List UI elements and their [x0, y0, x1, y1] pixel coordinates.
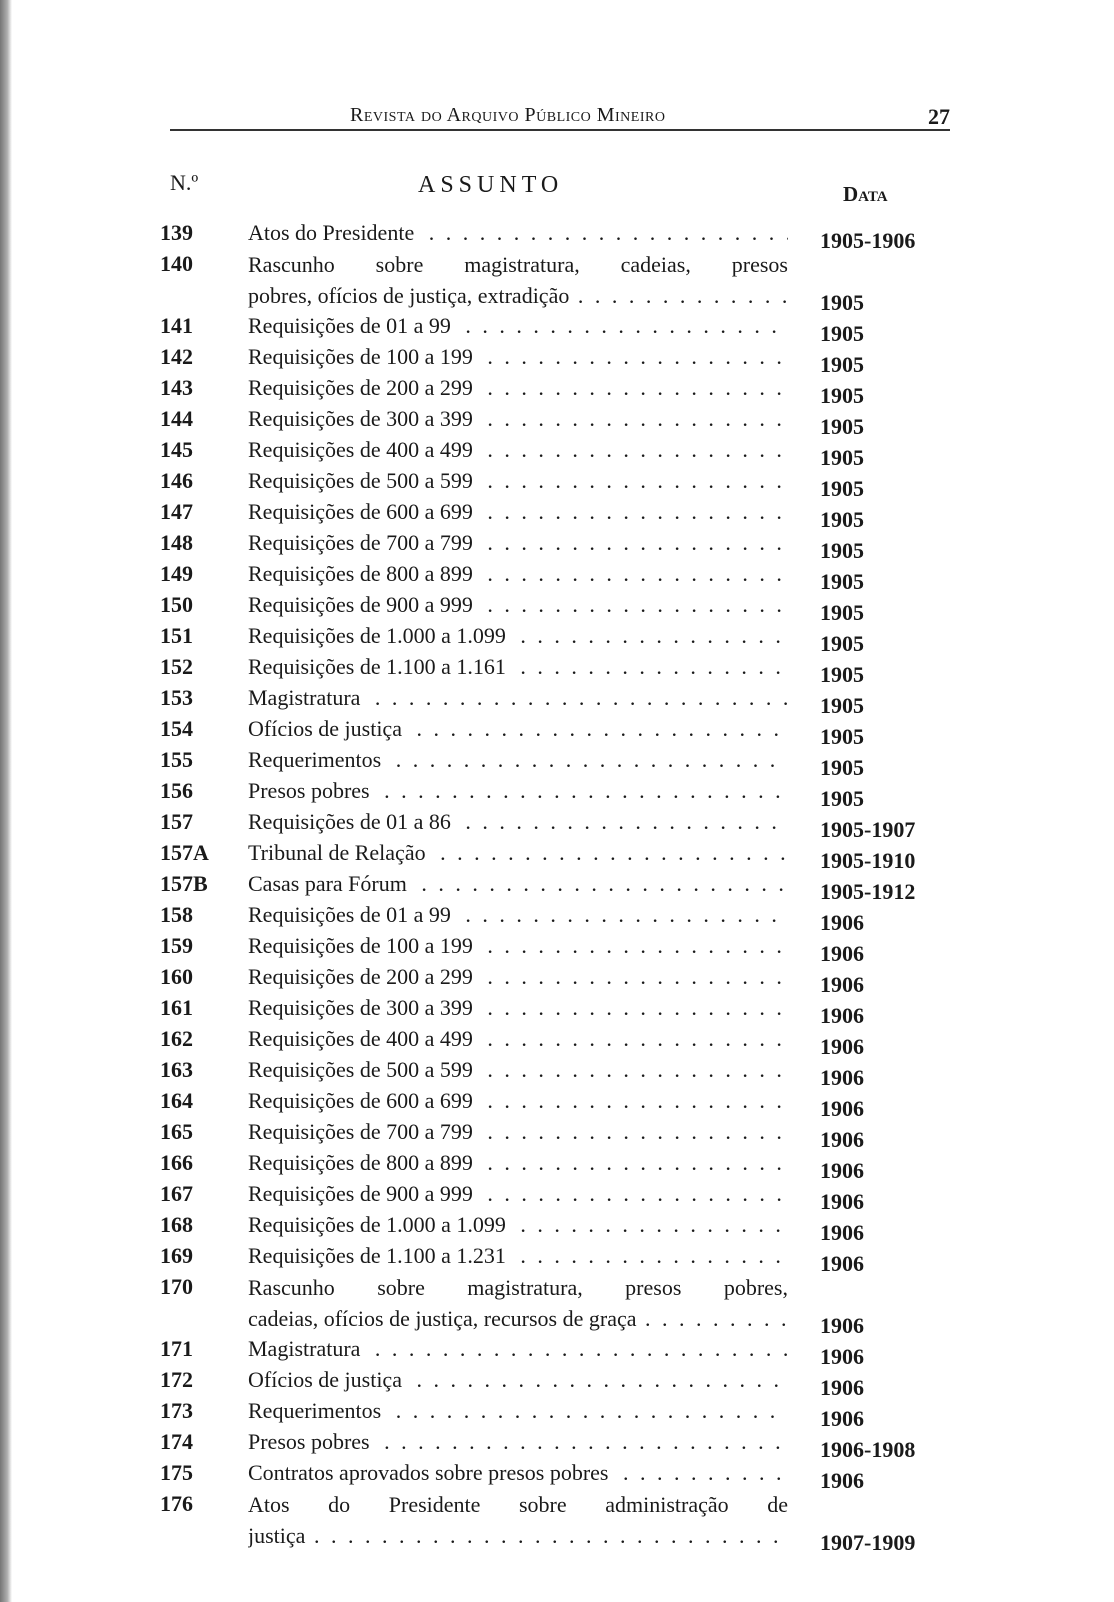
entry-subject	[248, 1055, 788, 1085]
entry-subject	[248, 621, 788, 651]
entry-number: 165	[160, 1119, 193, 1144]
entry-number: 159	[160, 933, 193, 958]
entry-subject	[248, 1179, 788, 1209]
entry-date: 1905	[820, 383, 864, 408]
entry-number: 157	[160, 809, 193, 834]
entry-subject	[248, 1148, 788, 1178]
entry-subject	[248, 1458, 788, 1488]
entry-subject	[248, 466, 788, 496]
entry-number: 149	[160, 561, 193, 586]
entry-date: 1905	[820, 507, 864, 532]
entry-subject	[248, 559, 788, 589]
subject-line: Requisições de 400 a 499	[248, 437, 479, 462]
subject-line: Presos pobres	[248, 1429, 376, 1454]
entry-subject	[248, 1334, 788, 1364]
entry-number: 161	[160, 995, 193, 1020]
subject-line: Requerimentos	[248, 747, 387, 772]
subject-line: Atos do Presidente sobre administração de	[248, 1492, 788, 1517]
entry-number: 164	[160, 1088, 193, 1113]
entry-number: 151	[160, 623, 193, 648]
entry-subject	[248, 1489, 788, 1551]
entry-number: 148	[160, 530, 193, 555]
entry-date: 1906	[820, 1158, 864, 1183]
entry-date: 1905	[820, 786, 864, 811]
subject-line: Requisições de 1.000 a 1.099	[248, 623, 512, 648]
entry-date: 1906	[820, 1127, 864, 1152]
subject-line: Requisições de 500 a 599	[248, 468, 479, 493]
entry-number: 147	[160, 499, 193, 524]
entry-date: 1906	[820, 1406, 864, 1431]
subject-line: Requisições de 01 a 99	[248, 313, 457, 338]
entry-number: 160	[160, 964, 193, 989]
entry-number: 142	[160, 344, 193, 369]
entry-subject	[248, 838, 788, 868]
entry-date: 1905	[820, 414, 864, 439]
entry-number: 139	[160, 220, 193, 245]
entry-date: 1905	[820, 538, 864, 563]
entry-number: 168	[160, 1212, 193, 1237]
entry-date: 1905	[820, 290, 864, 315]
subject-line: Requisições de 200 a 299	[248, 375, 479, 400]
entry-subject	[248, 683, 788, 713]
entry-number: 146	[160, 468, 193, 493]
entry-subject	[248, 1241, 788, 1271]
entry-number: 163	[160, 1057, 193, 1082]
entry-date: 1905	[820, 600, 864, 625]
subject-line: Rascunho sobre magistratura, cadeias, presos	[248, 252, 788, 277]
subject-line: Requisições de 300 a 399	[248, 406, 479, 431]
entry-number: 167	[160, 1181, 193, 1206]
column-header-subject: ASSUNTO	[418, 172, 564, 198]
entry-number: 154	[160, 716, 193, 741]
subject-line: Requisições de 100 a 199	[248, 344, 479, 369]
entry-subject	[248, 1396, 788, 1426]
subject-line: Requisições de 1.100 a 1.231	[248, 1243, 512, 1268]
entry-date: 1905-1910	[820, 848, 916, 873]
entry-subject	[248, 1365, 788, 1395]
subject-line: justiça . . .	[248, 1520, 788, 1551]
entry-date: 1905	[820, 569, 864, 594]
entry-date: 1906	[820, 1375, 864, 1400]
subject-line: Requisições de 1.000 a 1.099	[248, 1212, 512, 1237]
entry-number: 153	[160, 685, 193, 710]
entry-number: 157A	[160, 840, 209, 865]
entry-date: 1905	[820, 476, 864, 501]
entry-date: 1905	[820, 631, 864, 656]
entry-date: 1906-1908	[820, 1437, 916, 1462]
journal-title: Revista do Arquivo Público Mineiro	[350, 104, 666, 126]
entry-date: 1905	[820, 755, 864, 780]
entry-date: 1906	[820, 1096, 864, 1121]
entry-date: 1905	[820, 352, 864, 377]
subject-line: Contratos aprovados sobre presos pobres	[248, 1460, 615, 1485]
entry-subject	[248, 1210, 788, 1240]
entry-subject	[248, 404, 788, 434]
entry-date: 1906	[820, 1468, 864, 1493]
entry-number: 174	[160, 1429, 193, 1454]
entry-date: 1905	[820, 724, 864, 749]
entry-subject	[248, 962, 788, 992]
subject-line: Requisições de 100 a 199	[248, 933, 479, 958]
subject-line: pobres, ofícios de justiça, extradição . . .	[248, 280, 788, 311]
entry-date: 1907-1909	[820, 1530, 916, 1555]
entry-date: 1906	[820, 1251, 864, 1276]
subject-line: Magistratura	[248, 685, 366, 710]
entry-date: 1906	[820, 1065, 864, 1090]
entry-number: 144	[160, 406, 193, 431]
subject-line: Requisições de 700 a 799	[248, 1119, 479, 1144]
entry-number: 172	[160, 1367, 193, 1392]
entry-subject	[248, 311, 788, 341]
entry-number: 170	[160, 1274, 193, 1299]
entry-date: 1905-1906	[820, 228, 916, 253]
entry-number: 143	[160, 375, 193, 400]
subject-line: Ofícios de justiça	[248, 1367, 408, 1392]
subject-line: Magistratura	[248, 1336, 366, 1361]
entry-date: 1906	[820, 1003, 864, 1028]
entry-number: 157B	[160, 871, 208, 896]
subject-line: Requisições de 900 a 999	[248, 592, 479, 617]
entry-subject	[248, 218, 788, 248]
entry-date: 1905-1912	[820, 879, 916, 904]
entry-number: 152	[160, 654, 193, 679]
entry-subject	[248, 1024, 788, 1054]
subject-line: cadeias, ofícios de justiça, recursos de graça . . .	[248, 1303, 788, 1334]
entry-date: 1906	[820, 1189, 864, 1214]
subject-line: Presos pobres	[248, 778, 376, 803]
entry-subject	[248, 714, 788, 744]
entry-date: 1906	[820, 910, 864, 935]
entry-number: 173	[160, 1398, 193, 1423]
entry-subject	[248, 342, 788, 372]
entry-date: 1905	[820, 662, 864, 687]
subject-line: Requisições de 700 a 799	[248, 530, 479, 555]
entry-number: 158	[160, 902, 193, 927]
entry-subject	[248, 993, 788, 1023]
entry-subject	[248, 590, 788, 620]
column-header-number: N.º	[170, 170, 199, 195]
entry-subject	[248, 745, 788, 775]
entry-date: 1906	[820, 941, 864, 966]
entry-subject	[248, 435, 788, 465]
entry-number: 166	[160, 1150, 193, 1175]
entry-subject	[248, 1272, 788, 1334]
entry-subject	[248, 900, 788, 930]
entry-subject	[248, 1427, 788, 1457]
entry-date: 1905	[820, 693, 864, 718]
subject-line: Requisições de 800 a 899	[248, 1150, 479, 1175]
subject-line: Requisições de 900 a 999	[248, 1181, 479, 1206]
subject-line: Atos do Presidente	[248, 220, 420, 245]
entry-date: 1906	[820, 1220, 864, 1245]
entry-number: 175	[160, 1460, 193, 1485]
column-header-date: Data	[843, 182, 888, 206]
entry-date: 1905	[820, 445, 864, 470]
entry-subject	[248, 652, 788, 682]
entry-date: 1906	[820, 1344, 864, 1369]
subject-line: Requisições de 400 a 499	[248, 1026, 479, 1051]
subject-line: Casas para Fórum	[248, 871, 413, 896]
entry-date: 1905	[820, 321, 864, 346]
subject-line: Requisições de 1.100 a 1.161	[248, 654, 512, 679]
subject-line: Requisições de 500 a 599	[248, 1057, 479, 1082]
entry-number: 171	[160, 1336, 193, 1361]
subject-line: Rascunho sobre magistratura, presos pobres,	[248, 1275, 788, 1300]
entry-subject	[248, 931, 788, 961]
entry-number: 156	[160, 778, 193, 803]
page-number: 27	[928, 104, 950, 129]
entry-number: 169	[160, 1243, 193, 1268]
entry-subject	[248, 497, 788, 527]
entry-date: 1906	[820, 1313, 864, 1338]
entry-subject	[248, 776, 788, 806]
subject-line: Ofícios de justiça	[248, 716, 408, 741]
entry-number: 150	[160, 592, 193, 617]
subject-line: Requisições de 800 a 899	[248, 561, 479, 586]
subject-line: Requisições de 01 a 86	[248, 809, 457, 834]
subject-line: Requisições de 200 a 299	[248, 964, 479, 989]
entry-number: 155	[160, 747, 193, 772]
entry-subject	[248, 1117, 788, 1147]
subject-line: Requisições de 300 a 399	[248, 995, 479, 1020]
subject-line: Tribunal de Relação	[248, 840, 432, 865]
entry-number: 162	[160, 1026, 193, 1051]
entry-subject	[248, 528, 788, 558]
entry-date: 1906	[820, 1034, 864, 1059]
entry-number: 145	[160, 437, 193, 462]
entry-date: 1906	[820, 972, 864, 997]
entry-date: 1905-1907	[820, 817, 916, 842]
entry-number: 140	[160, 251, 193, 276]
entry-subject	[248, 1086, 788, 1116]
subject-line: Requisições de 600 a 699	[248, 499, 479, 524]
subject-line: Requerimentos	[248, 1398, 387, 1423]
entry-subject	[248, 373, 788, 403]
entry-subject	[248, 869, 788, 899]
entry-number: 141	[160, 313, 193, 338]
entry-number: 176	[160, 1491, 193, 1516]
subject-line: Requisições de 600 a 699	[248, 1088, 479, 1113]
subject-line: Requisições de 01 a 99	[248, 902, 457, 927]
entry-subject	[248, 807, 788, 837]
entry-subject	[248, 249, 788, 311]
